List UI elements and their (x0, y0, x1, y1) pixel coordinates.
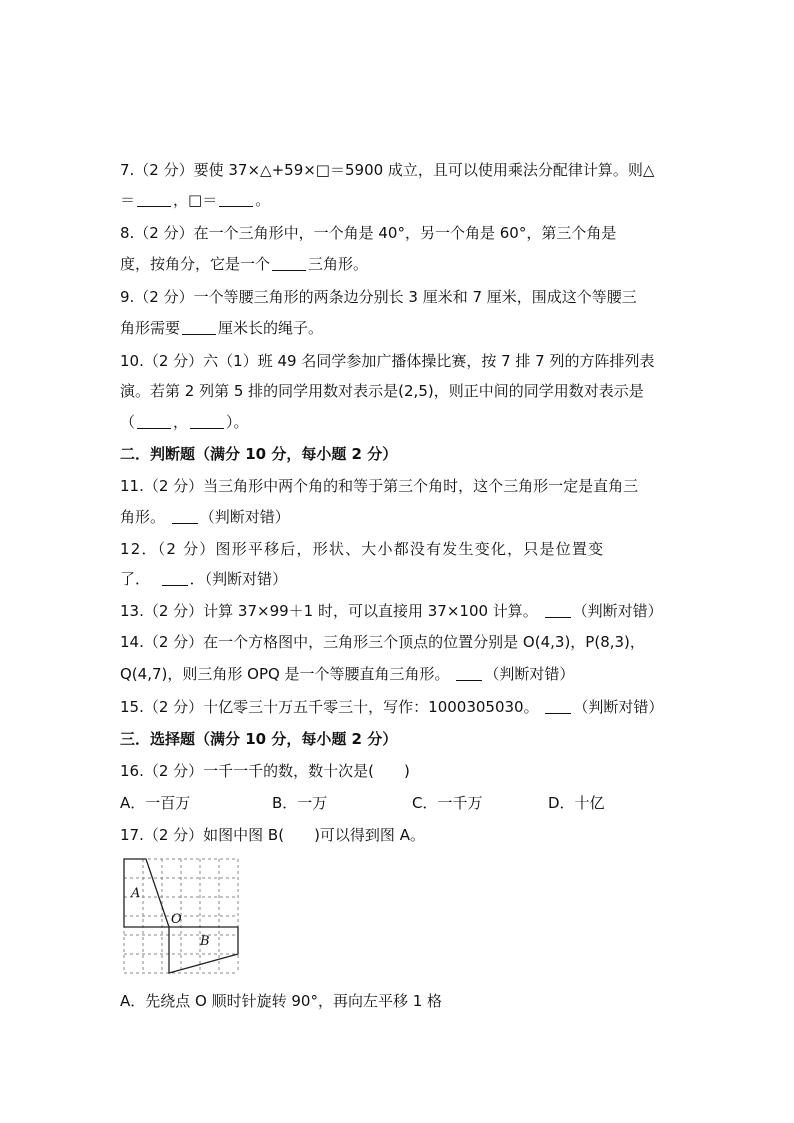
q12-line2 (120, 569, 287, 589)
q14-text: Q(4,7)，则三角形 OPQ 是一个等腰直角三角形。 (120, 665, 450, 683)
q8-text-a: 度，按角分，它是一个 (120, 255, 271, 273)
label-b: B (200, 934, 210, 949)
q16-option-a[interactable]: A．一百万 (120, 794, 191, 812)
q17-grid-figure (118, 853, 242, 977)
q10-blank-x[interactable] (137, 414, 171, 429)
q11-line1: 11.（2 分）当三角形中两个角的和等于第三个角时，这个三角形一定是直角三 (120, 477, 639, 495)
q10-open: （ (120, 413, 136, 431)
q13-line (120, 601, 663, 621)
section2-title: 二．判断题（满分 10 分，每小题 2 分） (120, 445, 398, 463)
q8-text-b: 三角形。 (308, 255, 369, 273)
q15-text: 15.（2 分）十亿零三十万五千零三十，写作：1000305030。 (120, 698, 539, 716)
q7-line2 (120, 190, 270, 210)
q10-line2: 演。若第 2 列第 5 排的同学用数对表示是(2,5)，则正中间的同学用数对表示是 (120, 382, 644, 400)
section3-title: 三．选择题（满分 10 分，每小题 2 分） (120, 730, 398, 748)
q13-blank[interactable] (545, 603, 571, 618)
q15-line (120, 697, 663, 717)
q14-judge: （判断对错） (484, 665, 575, 683)
q10-comma: ， (173, 413, 189, 431)
q9-blank[interactable] (182, 320, 216, 335)
q9-text-b: 厘米长的绳子。 (218, 319, 324, 337)
q7-line1: 7.（2 分）要使 37×△+59×□＝5900 成立，且可以使用乘法分配律计算。则△ (120, 161, 655, 179)
q16-option-b[interactable]: B．一万 (272, 794, 328, 812)
q7-square: ，□＝ (173, 191, 218, 209)
q8-line1: 8.（2 分）在一个三角形中，一个角是 40°，另一个角是 60°，第三个角是 (120, 224, 617, 242)
label-a: A (131, 886, 141, 901)
q16-option-c[interactable]: C．一千万 (412, 794, 483, 812)
q7-blank-square[interactable] (219, 192, 253, 207)
q7-end: 。 (255, 191, 271, 209)
q16-option-d[interactable]: D．十亿 (548, 794, 605, 812)
q10-close: ）。 (226, 413, 249, 431)
q13-text: 13.（2 分）计算 37×99＋1 时，可以直接用 37×100 计算。 (120, 602, 538, 620)
q12-judge: ．（判断对错） (189, 570, 288, 588)
q15-judge: （判断对错） (573, 698, 664, 716)
q9-line2 (120, 318, 323, 338)
q9-text-a: 角形需要 (120, 319, 181, 337)
q12-text: 了． (120, 570, 151, 588)
label-o: O (171, 912, 182, 927)
q9-line1: 9.（2 分）一个等腰三角形的两条边分别长 3 厘米和 7 厘米，围成这个等腰三 (120, 288, 637, 306)
q10-line3 (120, 412, 249, 432)
q15-blank[interactable] (545, 699, 571, 714)
q12-line1: 12．（2 分）图形平移后，形状、大小都没有发生变化，只是位置变 (120, 540, 605, 558)
q11-blank[interactable] (172, 509, 198, 524)
q17-stem: 17.（2 分）如图中图 B( )可以得到图 A。 (120, 826, 425, 844)
q8-blank[interactable] (272, 256, 306, 271)
q14-blank[interactable] (456, 666, 482, 681)
q13-judge: （判断对错） (572, 602, 663, 620)
q12-blank[interactable] (162, 571, 188, 586)
q7-eq: ＝ (120, 191, 136, 209)
q14-line1: 14.（2 分）在一个方格图中，三角形三个顶点的位置分别是 O(4,3)，P(8,3)， (120, 633, 645, 651)
q11-judge: （判断对错） (199, 508, 290, 526)
q11-line2 (120, 507, 290, 527)
q14-line2 (120, 664, 574, 684)
q10-line1: 10.（2 分）六（1）班 49 名同学参加广播体操比赛，按 7 排 7 列的方阵排列表 (120, 352, 655, 370)
q11-text: 角形。 (120, 508, 166, 526)
q10-blank-y[interactable] (190, 414, 224, 429)
q17-option-a[interactable]: A．先绕点 O 顺时针旋转 90°，再向左平移 1 格 (120, 992, 443, 1010)
q7-blank-triangle[interactable] (137, 192, 171, 207)
q16-stem: 16.（2 分）一千一千的数，数十次是( ) (120, 762, 410, 780)
q8-line2 (120, 254, 368, 274)
